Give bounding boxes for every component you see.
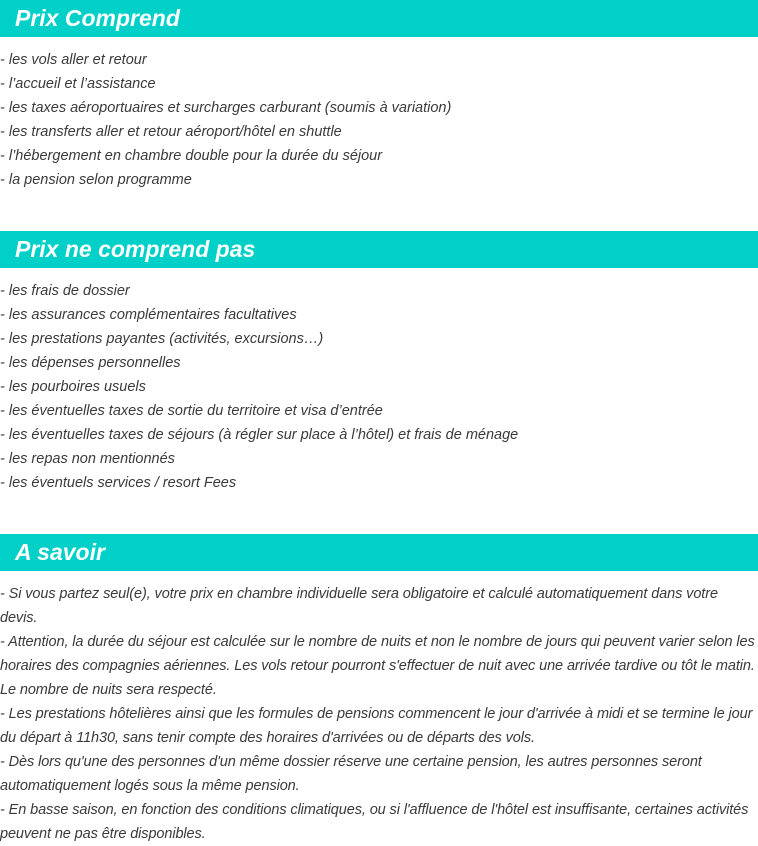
section-prix-comprend: [0, 0, 758, 192]
section-prix-ne-comprend-pas: [0, 231, 758, 495]
list-item: - les éventuelles taxes de séjours (à régler sur place à l’hôtel) et frais de ménage: [0, 427, 519, 443]
list-item: - Attention, la durée du séjour est calculée sur le nombre de nuits et non le nombre de jours qui peuvent varier selon les horaires des compagnies aériennes. Les vols retour pourront s'effectuer de nuit avec une arrivée tardive ou tôt le matin. Le nombre de nuits sera respecté.: [0, 634, 755, 698]
list-item: - les éventuels services / resort Fees: [0, 475, 237, 491]
info-list: [0, 571, 758, 846]
list-item: - l’accueil et l’assistance: [0, 76, 156, 92]
list-item: - Si vous partez seul(e), votre prix en chambre individuelle sera obligatoire et calculé automatiquement dans votre devis.: [0, 586, 718, 626]
section-title: Prix ne comprend pas: [0, 231, 758, 268]
list-item: - les prestations payantes (activités, excursions…): [0, 331, 324, 347]
section-title: A savoir: [0, 534, 758, 571]
list-item: - En basse saison, en fonction des conditions climatiques, ou si l'affluence de l'hôtel est insuffisante, certaines activités peuvent ne pas être disponibles.: [0, 802, 749, 842]
included-list: [0, 37, 758, 192]
list-item: - les assurances complémentaires facultatives: [0, 307, 297, 323]
excluded-list: [0, 268, 758, 495]
list-item: - les pourboires usuels: [0, 379, 146, 395]
list-item: - les éventuelles taxes de sortie du territoire et visa d’entrée: [0, 403, 383, 419]
list-item: - les frais de dossier: [0, 283, 130, 299]
list-item: - les transferts aller et retour aéroport/hôtel en shuttle: [0, 124, 342, 140]
list-item: - les vols aller et retour: [0, 52, 147, 68]
list-item: - Les prestations hôtelières ainsi que les formules de pensions commencent le jour d'arrivée à midi et se termine le jour du départ à 11h30, sans tenir compte des horaires d'arrivées ou de départs des vols.: [0, 706, 753, 746]
list-item: - les repas non mentionnés: [0, 451, 175, 467]
section-title: Prix Comprend: [0, 0, 758, 37]
section-a-savoir: [0, 534, 758, 846]
list-item: - l’hébergement en chambre double pour la durée du séjour: [0, 148, 383, 164]
list-item: - les taxes aéroportuaires et surcharges carburant (soumis à variation): [0, 100, 452, 116]
list-item: - les dépenses personnelles: [0, 355, 181, 371]
list-item: - la pension selon programme: [0, 172, 192, 188]
list-item: - Dès lors qu'une des personnes d'un même dossier réserve une certaine pension, les autres personnes seront automatiquement logés sous la même pension.: [0, 754, 702, 794]
